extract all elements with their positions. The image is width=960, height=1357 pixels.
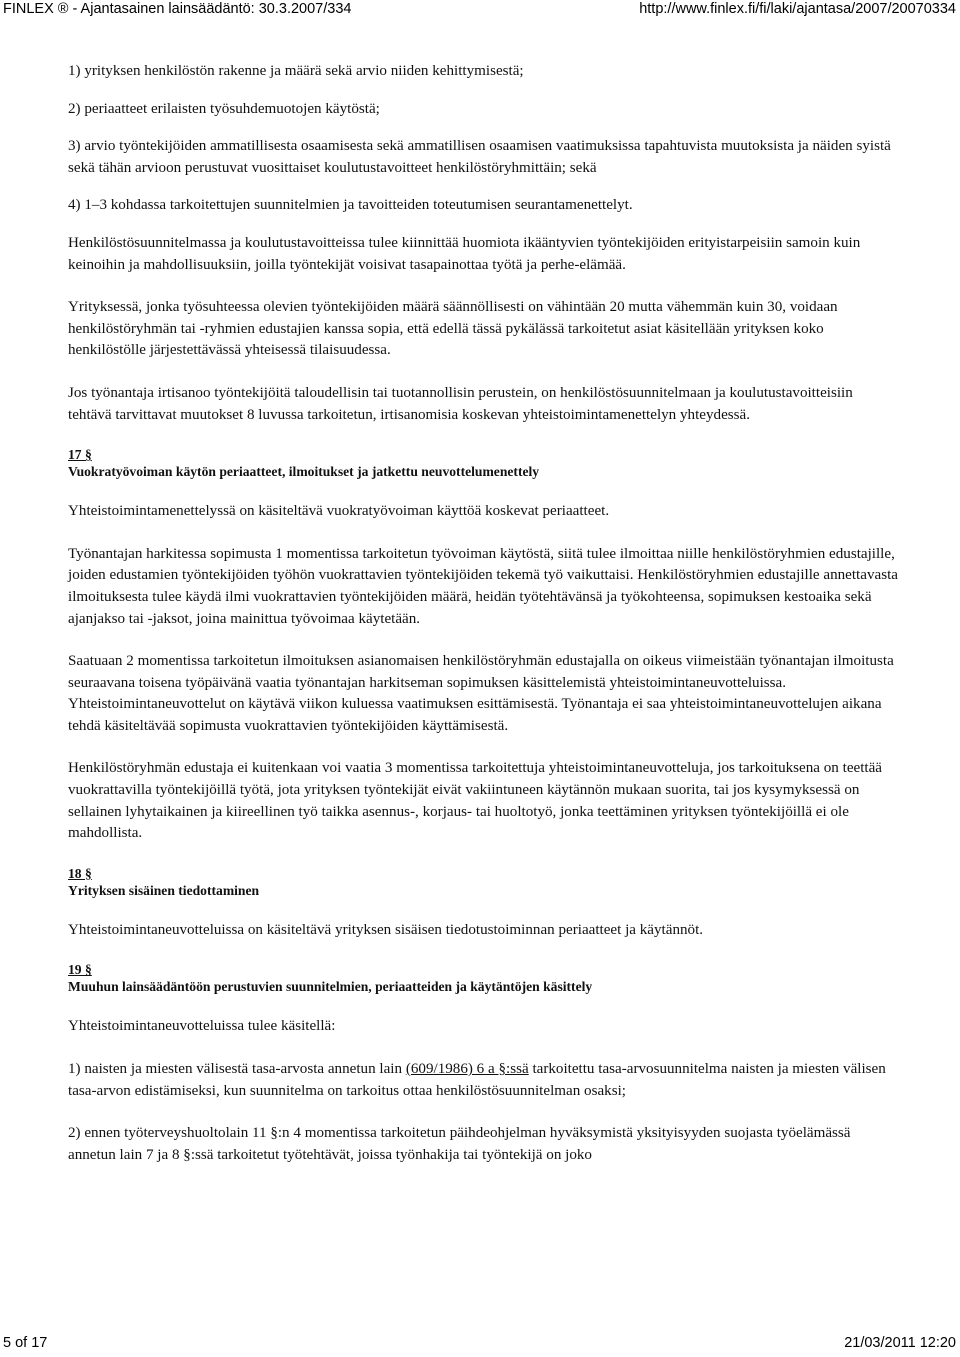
paragraph: Yhteistoimintaneuvotteluissa tulee käsitellä:	[68, 1018, 336, 1035]
section-number-link[interactable]: 19 §	[68, 962, 92, 978]
list-item	[68, 1059, 900, 1102]
list-item-text: 1) naisten ja miesten välisestä tasa-arvosta annetun lain	[68, 1061, 406, 1078]
print-timestamp: 21/03/2011 12:20	[844, 1335, 956, 1351]
paragraph: Saatuaan 2 momentissa tarkoitetun ilmoituksen asianomaisen henkilöstöryhmän edustajalla on oikeus viimeistään työnantajan ilmoitusta seuraavana toisena työpäivänä vaatia työnantajan harkitseman sopimuksen käsittelemistä yhteistoimintaneuvotteluissa. Yhteistoimintaneuvottelut on käytävä viikon kuluessa vaatimuksen esittämisestä. Työnantaja ei saa yhteistoimintaneuvottelujen aikana tehdä käsiteltävää sopimusta vuokrattavien työntekijöiden käyttämisestä.	[68, 653, 894, 734]
print-footer	[0, 1334, 960, 1356]
law-reference-link[interactable]: (609/1986) 6 a §:ssä	[405, 1061, 529, 1078]
list-item: 3) arvio työntekijöiden ammatillisesta osaamisesta sekä ammatillisen osaamisen vaatimuksissa tapahtuvista muutoksista ja näiden syistä sekä tähän arvioon perustuvat vuosittaiset koulutustavoitteet henkilöstöryhmittäin; sekä	[68, 138, 891, 176]
list-item: 1) yrityksen henkilöstön rakenne ja määrä sekä arvio niiden kehittymisestä;	[68, 63, 524, 79]
print-header-url[interactable]: http://www.finlex.fi/fi/laki/ajantasa/2007/20070334	[639, 1, 956, 17]
section-17	[68, 447, 900, 845]
list-item-text: tarkoitettu tasa-arvosuunnitelma naisten ja miesten välisen tasa-arvon edistämiseksi, kun suunnitelma on tarkoitus ottaa henkilöstösuunnitelman osaksi;	[68, 1061, 886, 1099]
section-19	[68, 962, 900, 1166]
section-heading: Yrityksen sisäinen tiedottaminen	[68, 882, 260, 898]
list-item: 2) periaatteet erilaisten työsuhdemuotojen käytöstä;	[68, 100, 380, 117]
section-heading: Vuokratyövoiman käytön periaatteet, ilmoitukset ja jatkettu neuvottelumenettely	[68, 464, 540, 480]
paragraph: Jos työnantaja irtisanoo työntekijöitä taloudellisin tai tuotannollisin perustein, on henkilöstösuunnitelmaan ja koulutustavoitteisiin tehtävä tarvittavat muutokset 8 luvussa tarkoitetun, irtisanomisia koskevan yhteistoimintamenettelyn yhteydessä.	[68, 384, 853, 423]
paragraph: Yhteistoimintamenettelyssä on käsiteltävä vuokratyövoiman käyttöä koskevat periaatteet.	[68, 503, 610, 520]
paragraph: Henkilöstösuunnitelmassa ja koulutustavoitteissa tulee kiinnittää huomiota ikääntyvien työntekijöiden erityistarpeisiin samoin kuin keinoihin ja mahdollisuuksiin, joilla työntekijät voisivat tasapainottaa työtä ja perhe-elämää.	[68, 234, 861, 273]
print-header	[0, 0, 960, 22]
section-number-link[interactable]: 17 §	[68, 447, 92, 463]
list-item: 4) 1–3 kohdassa tarkoitettujen suunnitelmien ja tavoitteiden toteutumisen seurantamenettelyt.	[68, 197, 633, 214]
paragraph: Henkilöstöryhmän edustaja ei kuitenkaan voi vaatia 3 momentissa tarkoitettuja yhteistoimintaneuvotteluja, jos tarkoituksena on teettää vuokrattavilla työntekijöillä työtä, jota yrityksen työntekijät eivät vakiintuneen käytännön mukaan suorita, tai jos kysymyksessä on sellainen lyhytaikainen ja kiireellinen työ taikka asennus-, korjaus- tai huoltotyö, jonka teettäminen yrityksen työntekijöillä ei ole mahdollista.	[68, 760, 883, 842]
paragraph: Yrityksessä, jonka työsuhteessa olevien työntekijöiden määrä säännöllisesti on vähintään 20 mutta vähemmän kuin 30, voidaan henkilöstöryhmän tai -ryhmien edustajien kanssa sopia, että edellä tässä pykälässä tarkoitetut asiat käsitellään yrityksen koko henkilöstölle järjestettävässä yhteisessä tilaisuudessa.	[68, 299, 838, 359]
print-header-title: FINLEX ® - Ajantasainen lainsäädäntö: 30.3.2007/334	[3, 1, 352, 17]
paragraph: Työnantajan harkitessa sopimusta 1 momentissa tarkoitetun työvoiman käytöstä, siitä tulee ilmoittaa niille henkilöstöryhmien edustajille, joiden edustamien työntekijöiden työhön vuokrattavien työntekijöiden tekemä työ vaikuttaisi. Henkilöstöryhmien edustajille annettavasta ilmoituksesta tulee käydä ilmi vuokrattavien työntekijöiden määrä, heidän työtehtävänsä ja työkohteensa, sopimuksen kestoaika sekä ajanjakso tai -jaksot, joina mainittua työvoimaa käytetään.	[68, 545, 898, 627]
list-item: 2) ennen työterveyshuoltolain 11 §:n 4 momentissa tarkoitetun päihdeohjelman hyväksymistä yksityisyyden suojasta työelämässä annetun lain 7 ja 8 §:ssä tarkoitetut työtehtävät, joissa työnhakija tai työntekijä on joko	[68, 1125, 851, 1163]
section-18	[68, 866, 900, 942]
document-body	[68, 61, 900, 1187]
section-heading: Muuhun lainsäädäntöön perustuvien suunnitelmien, periaatteiden ja käytäntöjen käsittely	[68, 979, 593, 995]
paragraph: Yhteistoimintaneuvotteluissa on käsiteltävä yrityksen sisäisen tiedotustoiminnan periaatteet ja käytännöt.	[68, 921, 704, 938]
section-number-link[interactable]: 18 §	[68, 865, 92, 881]
page-count: 5 of 17	[3, 1335, 48, 1351]
